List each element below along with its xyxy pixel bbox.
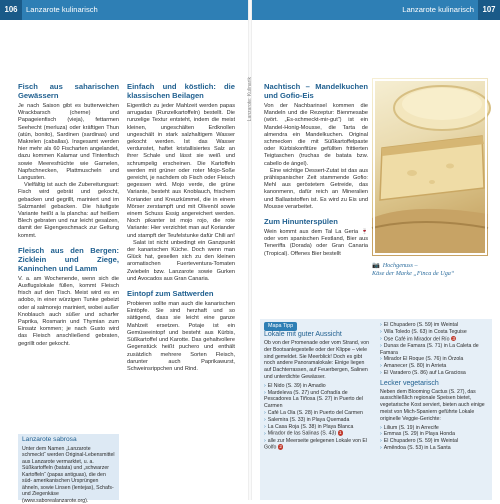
list-item-label: Ose Café im Mirador del Río	[384, 336, 450, 342]
list-item	[264, 438, 372, 452]
chevron-right-icon: ›	[264, 438, 266, 444]
list-item-label: El Chupadero (S. 59) im Weintal	[384, 438, 458, 444]
paragraph-dessert-1: Von der Nachbarinsel kommen die Mandeln und die Rezeptur: Bienmesabe (wört. „Es-schmeckt-mir-gut“) ist ein Mandel-Honig-Mousse, die Tarta de almendra ein Mandelkuchen. Original schmecken die mit Süßkartoffelpaste oder Kürbiskonfitüre gefüllten frittierten Teigtaschen (truchas de batata bzw. cabello de ángel).	[264, 103, 368, 168]
tip-box-column-1	[264, 340, 372, 452]
list-item	[380, 343, 488, 357]
list-item-label: Salemira (S. 33) in Playa Quemada	[268, 417, 350, 423]
list-item	[380, 329, 488, 336]
chevron-right-icon: ›	[380, 370, 382, 376]
chevron-right-icon: ›	[380, 363, 382, 369]
list-item-label: Amêndoa (S. 53) in La Santa	[384, 445, 451, 451]
chevron-right-icon: ›	[380, 336, 382, 342]
photo-caption	[372, 262, 488, 277]
chevron-right-icon: ›	[264, 410, 266, 416]
cheese-photo	[372, 78, 488, 256]
list-item	[380, 370, 488, 377]
tip-box-title: Lokale mit guter Aussicht	[264, 331, 342, 338]
list-item-label: Café La Ola (S. 28) in Puerto del Carmen	[268, 410, 363, 416]
tip-box-column-2	[380, 322, 488, 452]
paragraph-stew: Probieren sollte man auch die kanarischen Eintöpfe. Sie sind herzhaft und so sättigend, dass sie leicht eine ganze Mahlzeit ersetzen. Potaje ist ein Gemüseeintopf und besteht aus Kürbis, Süßkartoffel und Karotte. Das gehaltvollere Gegenstück heißt puchero und enthält zusätzlich mehrere Sorten Fleisch, darunter auch Paprikawurst, Schweinsrippchen und Rind.	[127, 301, 235, 373]
map-marker-badge: 2	[278, 444, 284, 450]
viewpoint-list	[264, 383, 372, 452]
list-item	[264, 383, 372, 390]
list-item	[380, 431, 488, 438]
chevron-right-icon: ›	[380, 438, 382, 444]
list-item	[380, 445, 488, 452]
list-item	[380, 336, 488, 343]
list-item-label: El Varadero (S. 86) auf La Graciosa	[384, 370, 466, 376]
heading-drinks: Zum Hinunterspülen	[264, 217, 368, 226]
list-item-label: Mirador de las Salinas (S. 43)	[268, 431, 336, 437]
list-item	[380, 438, 488, 445]
sidebar-text: Unter dem Namen „Lanzarote schmeckt“ werden Original-Lebensmittel aus Lanzarote vermarktet, u. a. Süßkartoffeln (batata) und „schwarzer Kartoffeln“ (papas antiguas), die den süd- amerikanischen Ursprüngen ähneln, sowie Linsen (lentejas), Schafs- und Ziegenkäse (www.saborealanzarote.org).	[22, 446, 115, 504]
chevron-right-icon: ›	[380, 329, 382, 335]
heading-stew: Eintopf zum Sattwerden	[127, 289, 235, 298]
left-page-number: 106	[0, 0, 22, 20]
list-item	[380, 356, 488, 363]
chevron-right-icon: ›	[380, 445, 382, 451]
list-item-label: Mirador El Roque (S. 76) in Órzola	[384, 356, 464, 362]
paragraph-meat: V. a. am Wochenende, wenn sich die Ausflugslokale füllen, kommt Fleisch frisch auf den Tisch. Meist wird es en adobo, in einer würzigen Tunke gebeizt oder al salmorejo mariniert, wobei außer Knoblauch auch süßer und scharfer Paprika, Rosmarin und Thymian zum Einsatz kommen; je nach Gusto wird das Fleisch anschließend gebraten, gegrillt oder gekocht.	[18, 276, 119, 348]
vegetarian-list	[380, 425, 488, 452]
paragraph-sides-1: Eigentlich zu jeder Mahlzeit werden papas arrugadas (Runzelkartoffeln) bestellt. Die runzelige Textur entsteht, indem die meist kleinen, ungeschälten Erdknollen ungeschält in stark salzhaltigem Wasser gekocht werden. Ist das Wasser verdunstet, haftet kristallisiertes Salz an ihrer Schale und lässt sie weiß und schrumpelig erscheinen. Die Kartoffeln werden mit grüner oder roter Mojo-Soße gereicht, je nachdem ob Fisch oder Fleisch gegessen wird. Mojo verde, die grüne Variante, besteht aus Knoblauch, frischem Koriander und Kreuzkümmel, die in einem Mörser zerstampft und mit Olivenöl sowie einem Schuss Essig angereichert werden. Noch pikanter ist mojo rojo, die rote Variante: Hier verzichtet man auf Koriander und stampft der Teufelstunke dafür Chili an!	[127, 103, 235, 240]
paragraph-fish-1: Je nach Saison gibt es butterweichen Wrackbarsch (cherne) und Papageienfisch (vieja), fettarmen Seehecht (merluza) oder kräftigen Thun (atún, bonito), Sardinen (sardinas) und Makrelen (caballas). Insgesamt werden hier mehr als 60 Fischarten angelandet, dazu kommen Kalamar und Tintenfisch sowie Meeresfrüchte wie Garnelen, Napfschnecken, Plattmuscheln und Langusten.	[18, 103, 119, 182]
chevron-right-icon: ›	[380, 431, 382, 437]
list-item-label: Mardeleva (S. 27) und Cofradía de Pescadores La Tiñosa (S. 27) in Puerto del Carmen	[264, 390, 363, 410]
list-item	[264, 390, 372, 410]
sidebar-lanzarote-sabrosa	[18, 434, 119, 500]
tip-box-intro: Ob von der Promenade oder vom Strand, von der Bootsanlegestelle oder der Klippe – viele sind gemeldet. Sie Meerblick! Doch es gibt noch andere Panoramalokale: Einige liegen auf Dachterrassen, auf Feuerbergen, Salinen und unterdichte Gewässer.	[264, 340, 372, 381]
list-item-label: Lilium (S. 19) in Arrecife	[384, 425, 439, 431]
sidebar-title: Lanzarote sabrosa	[22, 437, 115, 444]
right-page-header	[252, 0, 500, 20]
chevron-right-icon: ›	[380, 425, 382, 431]
chevron-right-icon: ›	[380, 343, 382, 349]
heading-dessert: Nachtisch – Mandelkuchen und Gofio-Eis	[264, 82, 368, 100]
vegetarian-subtitle: Lecker vegetarisch	[380, 381, 488, 388]
paragraph-fish-2: Vielfältig ist auch die Zubereitungsart: Fisch wird gebrät und gekocht, gebacken und gegrillt, mariniert und im Salzmantel gebacken. Die häufigste Variante heißt a la plancha: auf heißem Blech gebraten und nur leicht gesalzen, damit der Eigengeschmack zur Geltung kommt.	[18, 182, 119, 240]
right-page	[252, 0, 500, 500]
left-page	[0, 0, 248, 500]
tip-box-tag: Mapa Tipp	[264, 322, 297, 331]
heading-sides: Einfach und köstlich: die klassischen Beilagen	[127, 82, 235, 100]
chevron-right-icon: ›	[264, 390, 266, 396]
left-page-header	[0, 0, 248, 20]
list-item	[264, 417, 372, 424]
left-column-2	[127, 82, 235, 373]
paragraph-drinks: Wein kommt aus dem Tal La Geria 🍷 oder vom spanischen Festland, Bier aus Teneriffa (Dorada) oder Gran Canaria (Tropical). Offenes Bier bestellt	[264, 229, 368, 258]
list-item-label: Emmas (S. 29) in Playa Honda	[384, 431, 455, 437]
cheese-illustration	[372, 78, 488, 256]
heading-fish: Fisch aus saharischen Gewässern	[18, 82, 119, 100]
vegetarian-intro: Neben dem Blooming Cactus (S. 27), das ausschließlich regionale Speisen bietet, vegetarische Kost serviert, bieten auch einige meist von Mich-Spaniern geführte Lokale originelle Veggie-Gerichte:	[380, 389, 488, 423]
chevron-right-icon: ›	[380, 322, 382, 328]
chevron-right-icon: ›	[264, 383, 266, 389]
list-item-label: El Chupadero (S. 59) im Weintal	[384, 322, 458, 328]
right-page-number: 107	[478, 0, 500, 20]
vertical-page-label: Lanzarote: Kulinarik	[247, 77, 253, 121]
list-item	[380, 425, 488, 432]
chevron-right-icon: ›	[380, 356, 382, 362]
paragraph-dessert-2: Eine wichtige Dessert-Zutat ist das aus prähispanischer Zeit stammende Gofio: Mehl aus geröstetem Getreide, das kanonmenn, dafür reich an Mineralien und Ballaststoffen ist. Es wird zu Eis und Mousse verarbeitet.	[264, 168, 368, 211]
camera-icon: 📷	[372, 262, 380, 269]
chevron-right-icon: ›	[264, 424, 266, 430]
list-item-label: Villa Toledo (S. 63) in Costa Teguise	[384, 329, 467, 335]
right-page-title: Lanzarote kulinarisch	[402, 0, 474, 20]
left-column-1	[18, 82, 119, 348]
map-marker-badge: 3	[451, 336, 457, 342]
heading-meat: Fleisch aus den Bergen: Zicklein und Ziege, Kaninchen und Lamm	[18, 246, 119, 273]
list-item	[380, 322, 488, 329]
list-item-label: El Nido (S. 39) in Amadio	[268, 383, 326, 389]
chevron-right-icon: ›	[264, 431, 266, 437]
list-item-label: La Casa Roja (S. 38) in Playa Blanca	[268, 424, 354, 430]
map-marker-badge: 1	[338, 430, 344, 436]
list-item-label: alle zur Meerseite gelegenen Lokale von El Golfo	[264, 438, 367, 451]
left-page-title: Lanzarote kulinarisch	[26, 0, 98, 20]
list-item	[380, 363, 488, 370]
list-item	[264, 430, 372, 437]
list-item	[264, 410, 372, 417]
list-item	[264, 424, 372, 431]
chevron-right-icon: ›	[264, 417, 266, 423]
list-item-label: Dunas de Famara (S. 71) in La Caleta de Famara	[380, 343, 479, 356]
photo-caption-text: Hochgenuss – Käse der Marke „Finca de Uga“	[372, 262, 454, 277]
paragraph-sides-2: Salat ist nicht unbedingt ein Ganzpunkt der kanarischen Küche. Doch wenn man Glück hat, gesellen sich zu den kleinen aromatischen Fuerteventura-Tomaten Zwiebeln bzw. Lanzarote sowie Gurken und Avocados aus Gran Canaria.	[127, 240, 235, 283]
list-item-label: Amanecer (S. 80) in Arrieta	[384, 363, 447, 369]
right-column-1	[264, 82, 368, 258]
viewpoint-list-continued	[380, 322, 488, 377]
